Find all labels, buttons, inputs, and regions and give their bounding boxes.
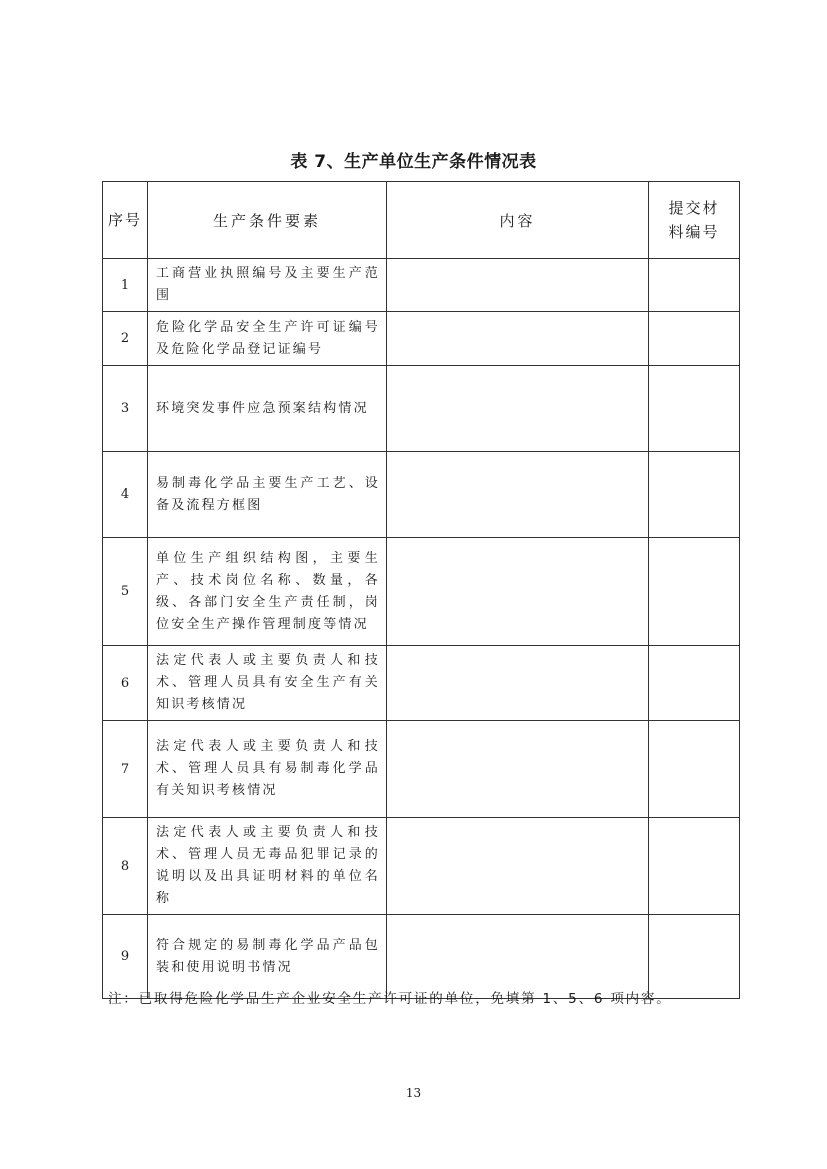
table-row	[103, 818, 740, 915]
page-number: 13	[405, 1086, 422, 1100]
row-item: 工商营业执照编号及主要生产范围	[148, 259, 387, 312]
row-no: 2	[103, 312, 148, 366]
row-ref[interactable]	[649, 721, 740, 818]
row-no: 3	[103, 366, 148, 452]
header-item: 生产条件要素	[148, 182, 387, 259]
row-no: 9	[103, 915, 148, 999]
row-ref[interactable]	[649, 259, 740, 312]
row-content[interactable]	[387, 366, 649, 452]
page-title: 表 7、生产单位生产条件情况表	[290, 152, 537, 172]
table-row	[103, 366, 740, 452]
row-item: 符合规定的易制毒化学品产品包装和使用说明书情况	[148, 915, 387, 999]
row-item: 易制毒化学品主要生产工艺、设备及流程方框图	[148, 452, 387, 538]
row-item: 法定代表人或主要负责人和技术、管理人员无毒品犯罪记录的说明以及出具证明材料的单位名称	[148, 818, 387, 915]
row-content[interactable]	[387, 915, 649, 999]
row-content[interactable]	[387, 312, 649, 366]
row-content[interactable]	[387, 818, 649, 915]
row-ref[interactable]	[649, 312, 740, 366]
row-content[interactable]	[387, 259, 649, 312]
table-header-row	[103, 182, 740, 259]
row-content[interactable]	[387, 721, 649, 818]
row-item: 环境突发事件应急预案结构情况	[148, 366, 387, 452]
row-ref[interactable]	[649, 818, 740, 915]
row-no: 7	[103, 721, 148, 818]
row-no: 1	[103, 259, 148, 312]
row-item: 单位生产组织结构图，主要生产、技术岗位名称、数量，各级、各部门安全生产责任制，岗位安全生产操作管理制度等情况	[148, 538, 387, 646]
row-content[interactable]	[387, 538, 649, 646]
row-content[interactable]	[387, 646, 649, 721]
row-no: 6	[103, 646, 148, 721]
row-item: 法定代表人或主要负责人和技术、管理人员具有安全生产有关知识考核情况	[148, 646, 387, 721]
row-ref[interactable]	[649, 366, 740, 452]
table-row	[103, 452, 740, 538]
footnote: 注：已取得危险化学品生产企业安全生产许可证的单位，免填第 1、5、6 项内容。	[108, 991, 672, 1007]
table-row	[103, 915, 740, 999]
row-no: 8	[103, 818, 148, 915]
row-content[interactable]	[387, 452, 649, 538]
row-no: 5	[103, 538, 148, 646]
table-row	[103, 312, 740, 366]
production-conditions-table	[102, 181, 740, 999]
row-item: 危险化学品安全生产许可证编号及危险化学品登记证编号	[148, 312, 387, 366]
row-item: 法定代表人或主要负责人和技术、管理人员具有易制毒化学品有关知识考核情况	[148, 721, 387, 818]
table-row	[103, 646, 740, 721]
row-ref[interactable]	[649, 452, 740, 538]
row-no: 4	[103, 452, 148, 538]
header-no: 序号	[103, 182, 148, 259]
row-ref[interactable]	[649, 538, 740, 646]
table-row	[103, 538, 740, 646]
header-content: 内容	[387, 182, 649, 259]
header-ref: 提交材料编号	[649, 182, 740, 259]
table-row	[103, 721, 740, 818]
table-row	[103, 259, 740, 312]
row-ref[interactable]	[649, 646, 740, 721]
row-ref[interactable]	[649, 915, 740, 999]
